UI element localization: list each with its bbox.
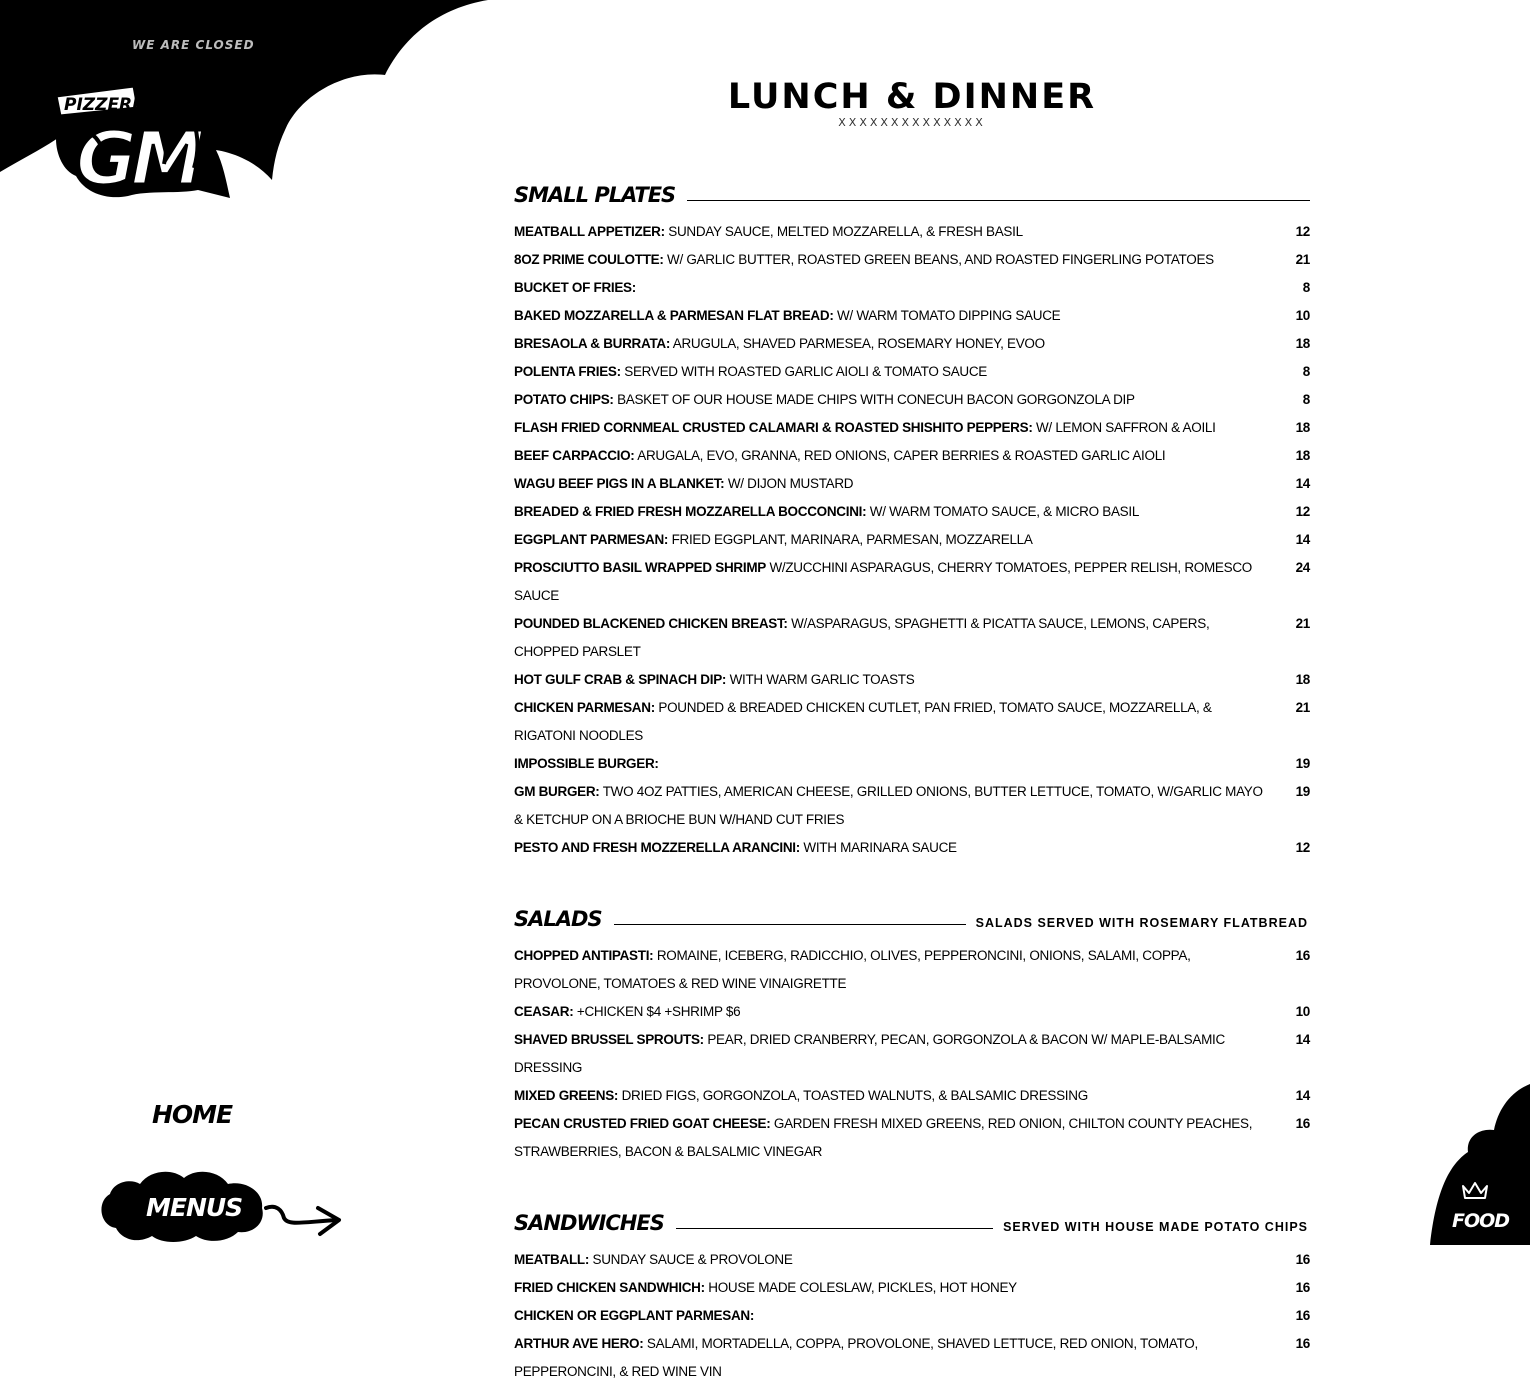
menu-item-text xyxy=(514,218,1280,246)
menu-item-name: POLENTA FRIES: xyxy=(514,364,621,379)
menu-item-text xyxy=(514,386,1280,414)
menu-panel xyxy=(514,0,1310,1386)
menu-item-text xyxy=(514,1246,1280,1274)
menu-item-description: WITH MARINARA SAUCE xyxy=(803,840,957,855)
menu-item-name: MIXED GREENS: xyxy=(514,1088,619,1103)
menu-item-name: BEEF CARPACCIO: xyxy=(514,448,635,463)
menu-section xyxy=(514,898,1310,1166)
menu-item-description: W/ DIJON MUSTARD xyxy=(727,476,854,491)
menu-item-description: SERVED WITH ROASTED GARLIC AIOLI & TOMATO SAUCE xyxy=(624,364,987,379)
menu-item-name: POUNDED BLACKENED CHICKEN BREAST: xyxy=(514,616,788,631)
arrow-right-icon xyxy=(262,1196,342,1238)
menu-item-text xyxy=(514,414,1280,442)
menu-item-description: WITH WARM GARLIC TOASTS xyxy=(729,672,915,687)
section-divider xyxy=(614,924,966,925)
menu-item-price: 10 xyxy=(1295,1004,1310,1019)
menu-item-name: IMPOSSIBLE BURGER: xyxy=(514,756,659,771)
menu-item-text xyxy=(514,246,1280,274)
menu-item-price: 14 xyxy=(1295,476,1310,491)
menu-item-price: 16 xyxy=(1295,1308,1310,1323)
section-header xyxy=(514,174,1310,208)
menu-item-price: 16 xyxy=(1295,1280,1310,1295)
menu-item-name: BREADED & FRIED FRESH MOZZARELLA BOCCONCINI: xyxy=(514,504,867,519)
menu-item-text xyxy=(514,1110,1280,1166)
menu-item-text xyxy=(514,554,1280,610)
menu-item-price: 8 xyxy=(1302,280,1310,295)
menu-item xyxy=(514,1246,1310,1274)
menu-item-price: 16 xyxy=(1295,1252,1310,1267)
menu-item-text xyxy=(514,778,1280,834)
menu-item-description: DRIED FIGS, GORGONZOLA, TOASTED WALNUTS, & BALSAMIC DRESSING xyxy=(621,1088,1088,1103)
menu-item-text xyxy=(514,610,1280,666)
section-divider xyxy=(687,200,1310,201)
menu-item xyxy=(514,778,1310,834)
menu-item-text xyxy=(514,358,1280,386)
menu-item xyxy=(514,218,1310,246)
menu-item-name: GM BURGER: xyxy=(514,784,600,799)
menu-item-price: 21 xyxy=(1295,700,1310,715)
menu-item-description: PEAR, DRIED CRANBERRY, PECAN, GORGONZOLA & BACON W/ MAPLE-BALSAMIC DRESSING xyxy=(514,1032,1225,1075)
menu-item-name: POTATO CHIPS: xyxy=(514,392,614,407)
menu-section xyxy=(514,1202,1310,1386)
menu-item-description: W/ASPARAGUS, SPAGHETTI & PICATTA SAUCE, LEMONS, CAPERS, CHOPPED PARSLET xyxy=(514,616,1210,659)
menu-item-description: SUNDAY SAUCE & PROVOLONE xyxy=(592,1252,793,1267)
logo-pizzeria-text: PIZZERIA xyxy=(64,95,152,115)
menu-item-name: BRESAOLA & BURRATA: xyxy=(514,336,671,351)
menu-item xyxy=(514,414,1310,442)
menu-item-description: ARUGULA, SHAVED PARMESEA, ROSEMARY HONEY, EVOO xyxy=(672,336,1045,351)
menu-item-text xyxy=(514,750,1280,778)
food-tab-link[interactable]: FOOD xyxy=(1452,1210,1510,1232)
section-title: SMALL PLATES xyxy=(514,183,676,207)
menu-item-description: FRIED EGGPLANT, MARINARA, PARMESAN, MOZZARELLA xyxy=(671,532,1033,547)
menu-item-price: 14 xyxy=(1295,1088,1310,1103)
menu-item-name: BUCKET OF FRIES: xyxy=(514,280,636,295)
menu-item-description: HOUSE MADE COLESLAW, PICKLES, HOT HONEY xyxy=(708,1280,1017,1295)
menu-item-price: 16 xyxy=(1295,1336,1310,1351)
menu-item xyxy=(514,526,1310,554)
menu-item-name: HOT GULF CRAB & SPINACH DIP: xyxy=(514,672,727,687)
menu-item-price: 8 xyxy=(1302,364,1310,379)
menu-item xyxy=(514,942,1310,998)
section-divider xyxy=(676,1228,993,1229)
menu-item-text xyxy=(514,302,1280,330)
menu-item xyxy=(514,610,1310,666)
menu-item-description: SUNDAY SAUCE, MELTED MOZZARELLA, & FRESH BASIL xyxy=(668,224,1023,239)
menu-item-price: 16 xyxy=(1295,948,1310,963)
menu-item-name: FRIED CHICKEN SANDWHICH: xyxy=(514,1280,705,1295)
menu-item xyxy=(514,554,1310,610)
menu-item xyxy=(514,1110,1310,1166)
menu-item-text xyxy=(514,834,1280,862)
menu-item xyxy=(514,498,1310,526)
menu-item-price: 18 xyxy=(1295,448,1310,463)
menu-item-price: 21 xyxy=(1295,252,1310,267)
menu-item-description: W/ZUCCHINI ASPARAGUS, CHERRY TOMATOES, PEPPER RELISH, ROMESCO SAUCE xyxy=(514,560,1252,603)
menu-item-name: ARTHUR AVE HERO: xyxy=(514,1336,644,1351)
menu-item-price: 24 xyxy=(1295,560,1310,575)
section-header xyxy=(514,898,1310,932)
section-note: SERVED WITH HOUSE MADE POTATO CHIPS xyxy=(1003,1220,1308,1234)
menu-item-name: 8OZ PRIME COULOTTE: xyxy=(514,252,664,267)
menu-item-name: CHOPPED ANTIPASTI: xyxy=(514,948,654,963)
menu-item xyxy=(514,1026,1310,1082)
menu-item-text xyxy=(514,526,1280,554)
menu-item-description: SALAMI, MORTADELLA, COPPA, PROVOLONE, SHAVED LETTUCE, RED ONION, TOMATO, PEPPERONCINI, & RED WINE VIN xyxy=(514,1336,1198,1379)
pizzeria-gm-logo[interactable] xyxy=(48,72,238,204)
menu-item-description: W/ LEMON SAFFRON & AOILI xyxy=(1035,420,1216,435)
menu-item-name: SHAVED BRUSSEL SPROUTS: xyxy=(514,1032,704,1047)
menu-item-price: 19 xyxy=(1295,784,1310,799)
menu-item-description: POUNDED & BREADED CHICKEN CUTLET, PAN FRIED, TOMATO SAUCE, MOZZARELLA, & RIGATONI NOODLES xyxy=(514,700,1212,743)
menu-item-name: WAGU BEEF PIGS IN A BLANKET: xyxy=(514,476,725,491)
menu-item xyxy=(514,834,1310,862)
menu-item-name: PROSCIUTTO BASIL WRAPPED SHRIMP xyxy=(514,560,766,575)
menu-item-text xyxy=(514,1274,1280,1302)
menu-item-name: PESTO AND FRESH MOZZERELLA ARANCINI: xyxy=(514,840,800,855)
menu-item xyxy=(514,750,1310,778)
menu-item-price: 12 xyxy=(1295,504,1310,519)
menu-item xyxy=(514,302,1310,330)
menu-item xyxy=(514,274,1310,302)
menu-item xyxy=(514,470,1310,498)
menu-item-price: 18 xyxy=(1295,336,1310,351)
section-header xyxy=(514,1202,1310,1236)
menu-item xyxy=(514,1274,1310,1302)
section-note: SALADS SERVED WITH ROSEMARY FLATBREAD xyxy=(975,916,1308,930)
menu-item-name: MEATBALL APPETIZER: xyxy=(514,224,665,239)
nav-menus-link[interactable]: MENUS xyxy=(146,1193,243,1222)
menu-item-text xyxy=(514,666,1280,694)
menu-item-name: PECAN CRUSTED FRIED GOAT CHEESE: xyxy=(514,1116,771,1131)
menu-item-text xyxy=(514,498,1280,526)
menu-item-text xyxy=(514,1026,1280,1082)
menu-item-description: +CHICKEN $4 +SHRIMP $6 xyxy=(576,1004,741,1019)
menu-item-name: EGGPLANT PARMESAN: xyxy=(514,532,669,547)
menu-item-price: 19 xyxy=(1295,756,1310,771)
menu-item xyxy=(514,1082,1310,1110)
menu-item-text xyxy=(514,998,1280,1026)
menu-item xyxy=(514,358,1310,386)
menu-item-name: MEATBALL: xyxy=(514,1252,590,1267)
section-title: SANDWICHES xyxy=(514,1211,664,1235)
menu-item xyxy=(514,386,1310,414)
logo-gm-text: GM xyxy=(76,116,199,202)
menu-item-price: 14 xyxy=(1295,1032,1310,1047)
menu-item-text xyxy=(514,442,1280,470)
menu-item-text xyxy=(514,330,1280,358)
menu-item-description: ARUGALA, EVO, GRANNA, RED ONIONS, CAPER BERRIES & ROASTED GARLIC AIOLI xyxy=(637,448,1166,463)
menu-item xyxy=(514,246,1310,274)
menu-item xyxy=(514,666,1310,694)
menu-item-text xyxy=(514,470,1280,498)
menu-item xyxy=(514,1302,1310,1330)
menu-item-description: W/ WARM TOMATO DIPPING SAUCE xyxy=(836,308,1061,323)
menu-item-description: W/ WARM TOMATO SAUCE, & MICRO BASIL xyxy=(869,504,1140,519)
menu-item-description: ROMAINE, ICEBERG, RADICCHIO, OLIVES, PEPPERONCINI, ONIONS, SALAMI, COPPA, PROVOLONE, TOMATOES & RED WINE VINAIGRETTE xyxy=(514,948,1191,991)
closed-status-text: WE ARE CLOSED xyxy=(132,38,255,52)
menu-item-price: 14 xyxy=(1295,532,1310,547)
menu-item-text xyxy=(514,1082,1280,1110)
menu-item-price: 10 xyxy=(1295,308,1310,323)
menu-sections xyxy=(514,174,1310,1386)
menu-title: LUNCH & DINNER xyxy=(727,77,1097,117)
menu-item-text xyxy=(514,1330,1280,1386)
menu-item-text xyxy=(514,694,1280,750)
menu-item xyxy=(514,330,1310,358)
menu-item-name: CEASAR: xyxy=(514,1004,574,1019)
menu-section xyxy=(514,174,1310,862)
menu-item xyxy=(514,442,1310,470)
menu-item xyxy=(514,1330,1310,1386)
menu-item-price: 12 xyxy=(1295,840,1310,855)
menu-item-description: W/ GARLIC BUTTER, ROASTED GREEN BEANS, AND ROASTED FINGERLING POTATOES xyxy=(667,252,1214,267)
menu-item-description: GARDEN FRESH MIXED GREENS, RED ONION, CHILTON COUNTY PEACHES, STRAWBERRIES, BACON & BALSALMIC VINEGAR xyxy=(514,1116,1253,1159)
menu-item-price: 8 xyxy=(1302,392,1310,407)
section-title: SALADS xyxy=(514,907,602,931)
menu-item-name: FLASH FRIED CORNMEAL CRUSTED CALAMARI & ROASTED SHISHITO PEPPERS: xyxy=(514,420,1033,435)
menu-subtitle: XXXXXXXXXXXXXX xyxy=(838,116,986,129)
menu-item-text xyxy=(514,1302,1280,1330)
menu-item-price: 18 xyxy=(1295,420,1310,435)
menu-item-description: TWO 4OZ PATTIES, AMERICAN CHEESE, GRILLED ONIONS, BUTTER LETTUCE, TOMATO, W/GARLIC MAYO & KETCHUP ON A BRIOCHE BUN W/HAND CUT FRIES xyxy=(514,784,1263,827)
menu-item-name: CHICKEN PARMESAN: xyxy=(514,700,655,715)
menu-item-description: BASKET OF OUR HOUSE MADE CHIPS WITH CONECUH BACON GORGONZOLA DIP xyxy=(617,392,1135,407)
menu-item-price: 16 xyxy=(1295,1116,1310,1131)
menu-item-price: 21 xyxy=(1295,616,1310,631)
menu-item-text xyxy=(514,274,1280,302)
menu-item xyxy=(514,998,1310,1026)
menu-item-text xyxy=(514,942,1280,998)
menu-item-name: BAKED MOZZARELLA & PARMESAN FLAT BREAD: xyxy=(514,308,834,323)
menu-item-name: CHICKEN OR EGGPLANT PARMESAN: xyxy=(514,1308,755,1323)
menu-item-price: 18 xyxy=(1295,672,1310,687)
menu-item xyxy=(514,694,1310,750)
crown-icon xyxy=(1460,1180,1490,1202)
menu-item-price: 12 xyxy=(1295,224,1310,239)
nav-home-link[interactable]: HOME xyxy=(152,1100,233,1129)
